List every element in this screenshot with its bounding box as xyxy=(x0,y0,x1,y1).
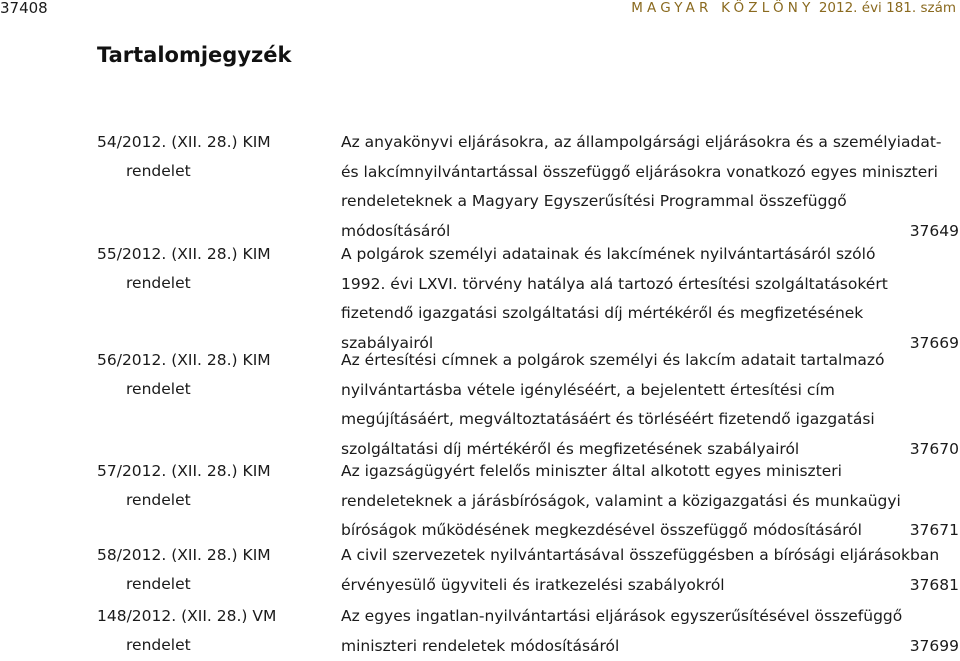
entry-description-line: Az egyes ingatlan-nyilvántartási eljárások egyszerűsítésével összefüggő xyxy=(341,602,919,632)
entry-reference xyxy=(97,457,272,515)
entry-page-number: 37669 xyxy=(910,329,959,359)
entry-kind: rendelet xyxy=(97,486,272,515)
entry-reference xyxy=(97,346,272,404)
entry-description-line: A civil szervezetek nyilvántartásával összefüggésben a bírósági eljárásokban xyxy=(341,541,919,571)
issue-label: 2012. évi 181. szám xyxy=(819,0,956,16)
entry-description-line: A polgárok személyi adatainak és lakcímének nyilvántartásáról szóló xyxy=(341,240,919,270)
running-head xyxy=(631,0,956,16)
entry-reference xyxy=(97,602,272,660)
entry-number: 56/2012. (XII. 28.) KIM xyxy=(97,346,272,375)
entry-kind: rendelet xyxy=(97,269,272,298)
entry-description xyxy=(341,240,919,358)
entry-description-line: rendeleteknek a Magyary Egyszerűsítési Programmal összefüggő xyxy=(341,187,919,217)
page-number: 37408 xyxy=(0,0,48,16)
entry-description-line: fizetendő igazgatási szolgáltatási díj mértékéről és megfizetésének xyxy=(341,299,919,329)
entry-reference xyxy=(97,128,272,186)
entry-kind: rendelet xyxy=(97,631,272,660)
entry-description-line: szabályairól xyxy=(341,329,919,359)
entry-number: 58/2012. (XII. 28.) KIM xyxy=(97,541,272,570)
entry-description-line: és lakcímnyilvántartással összefüggő eljárásokra vonatkozó egyes miniszteri xyxy=(341,158,919,188)
entry-description-line: Az igazságügyért felelős miniszter által alkotott egyes miniszteri xyxy=(341,457,919,487)
page-title: Tartalomjegyzék xyxy=(97,42,291,68)
entry-reference xyxy=(97,240,272,298)
entry-reference xyxy=(97,541,272,599)
entry-kind: rendelet xyxy=(97,570,272,599)
entry-number: 55/2012. (XII. 28.) KIM xyxy=(97,240,272,269)
entry-page-number: 37699 xyxy=(910,632,959,661)
entry-description-line: Az anyakönyvi eljárásokra, az állampolgársági eljárásokra és a személyiadat- xyxy=(341,128,919,158)
entry-description xyxy=(341,346,919,464)
entry-description xyxy=(341,457,919,546)
entry-description-line: szolgáltatási díj mértékéről és megfizetésének szabályairól xyxy=(341,435,919,465)
journal-name: MAGYAR KÖZLÖNY xyxy=(631,0,814,16)
entry-description-line: miniszteri rendeletek módosításáról xyxy=(341,632,919,661)
entry-description xyxy=(341,541,919,600)
entry-description-line: 1992. évi LXVI. törvény hatálya alá tartozó értesítési szolgáltatásokért xyxy=(341,270,919,300)
entry-description-line: megújításáért, megváltoztatásáért és törléséért fizetendő igazgatási xyxy=(341,405,919,435)
entry-description xyxy=(341,128,919,246)
entry-number: 57/2012. (XII. 28.) KIM xyxy=(97,457,272,486)
entry-page-number: 37670 xyxy=(910,435,959,465)
entry-page-number: 37649 xyxy=(910,217,959,247)
entry-description-line: érvényesülő ügyviteli és iratkezelési szabályokról xyxy=(341,571,919,601)
entry-page-number: 37681 xyxy=(910,571,959,601)
entry-description-line: Az értesítési címnek a polgárok személyi és lakcím adatait tartalmazó xyxy=(341,346,919,376)
entry-description-line: nyilvántartásba vétele igényléséért, a bejelentett értesítési cím xyxy=(341,376,919,406)
entry-description-line: bíróságok működésének megkezdésével összefüggő módosításáról xyxy=(341,516,919,546)
entry-number: 54/2012. (XII. 28.) KIM xyxy=(97,128,272,157)
entry-kind: rendelet xyxy=(97,375,272,404)
entry-description-line: módosításáról xyxy=(341,217,919,247)
entry-page-number: 37671 xyxy=(910,516,959,546)
entry-description xyxy=(341,602,919,661)
entry-number: 148/2012. (XII. 28.) VM xyxy=(97,602,272,631)
entry-description-line: rendeleteknek a járásbíróságok, valamint a közigazgatási és munkaügyi xyxy=(341,487,919,517)
entry-kind: rendelet xyxy=(97,157,272,186)
